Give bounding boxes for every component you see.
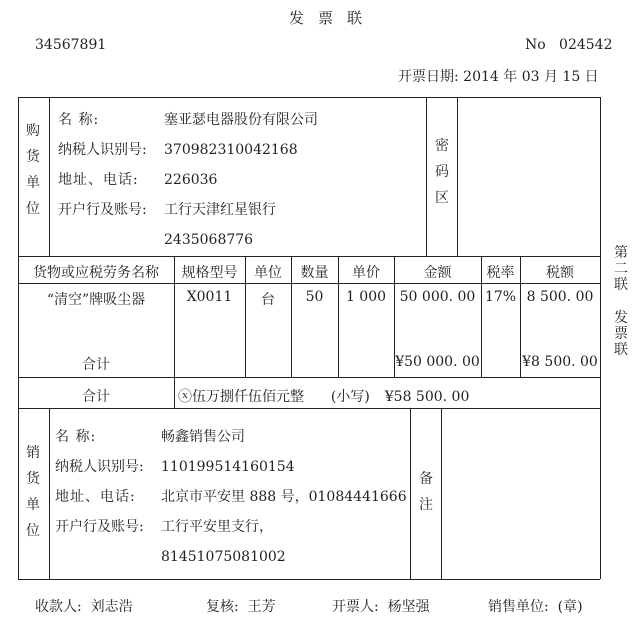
- subtotal-tax: ¥8 500. 00: [522, 354, 598, 370]
- buyer-address: 226036: [164, 172, 218, 188]
- footer-reviewer: [206, 596, 276, 616]
- footer-issuer: [332, 596, 430, 616]
- header-unit: 单位: [254, 265, 282, 281]
- buyer-info: [58, 105, 318, 255]
- buyer-address-label: 地址、电话:: [58, 172, 139, 188]
- payee-name: 刘志浩: [90, 599, 133, 615]
- password-zone-label: 密码区: [435, 138, 449, 206]
- buyer-tax-id-label: 纳税人识别号:: [58, 142, 147, 158]
- seller-section-label: 销货单位: [26, 445, 40, 539]
- remarks-label: 备注: [419, 471, 433, 513]
- seller-name: 畅鑫销售公司: [161, 429, 245, 445]
- issuer-label: 开票人:: [332, 599, 379, 615]
- item-name: “清空”牌吸尘器: [46, 292, 146, 308]
- item-price: 1 000: [345, 289, 387, 305]
- seller-info: [55, 422, 407, 572]
- total-uppercase-row: [178, 386, 469, 406]
- seller-tax-id: 110199514160154: [161, 459, 295, 475]
- header-price: 单价: [352, 265, 380, 281]
- side-label-part1: 第二联: [614, 245, 628, 293]
- seller-name-label: 名 称:: [55, 429, 97, 445]
- invoice-code: 34567891: [35, 37, 107, 53]
- seller-account: 81451075081002: [161, 549, 286, 565]
- invoice-no-label: No: [525, 37, 546, 53]
- buyer-section-label: 购货单位: [26, 123, 40, 217]
- item-spec: X0011: [186, 289, 233, 305]
- header-spec: 规格型号: [181, 265, 238, 281]
- header-amount: 金额: [423, 265, 452, 281]
- payee-label: 收款人:: [35, 599, 82, 615]
- item-rate: 17%: [484, 289, 517, 305]
- total-uppercase: 伍万捌仟伍佰元整: [192, 389, 304, 405]
- seller-bank-label: 开户行及账号:: [55, 519, 144, 535]
- header-tax: 税额: [546, 265, 574, 281]
- buyer-account: 2435068776: [164, 232, 254, 248]
- invoice-number: [525, 37, 613, 53]
- buyer-name: 塞亚瑟电器股份有限公司: [164, 112, 318, 128]
- issue-date-value: 2014 年 03 月 15 日: [463, 69, 599, 85]
- issuer-name: 杨坚强: [387, 599, 430, 615]
- item-unit: 台: [261, 292, 275, 308]
- subtotal-label: 合计: [82, 357, 110, 373]
- seller-address: 北京市平安里 888 号，01084441666: [161, 489, 407, 505]
- reviewer-name: 王芳: [247, 599, 276, 615]
- uppercase-symbol-icon: ⓧ: [178, 389, 192, 405]
- item-tax: 8 500. 00: [526, 289, 594, 305]
- side-label-part2: 发票联: [614, 310, 628, 358]
- buyer-bank: 工行天津红星银行: [164, 202, 276, 218]
- seller-address-label: 地址、电话:: [55, 489, 136, 505]
- seller-unit-label: 销售单位:: [488, 599, 549, 615]
- item-qty: 50: [305, 289, 324, 305]
- seller-tax-id-label: 纳税人识别号:: [55, 459, 144, 475]
- buyer-name-label: 名 称:: [58, 112, 100, 128]
- seller-bank: 工行平安里支行，: [161, 519, 273, 535]
- issue-date: [398, 66, 599, 86]
- header-item-name: 货物或应税劳务名称: [33, 265, 159, 281]
- invoice-title: 发票联: [289, 9, 377, 27]
- seller-stamp: (章): [557, 599, 583, 615]
- footer-payee: [35, 596, 133, 616]
- footer-seller-unit: [488, 596, 583, 616]
- item-amount: 50 000. 00: [399, 289, 476, 305]
- buyer-bank-label: 开户行及账号:: [58, 202, 147, 218]
- header-qty: 数量: [300, 265, 329, 281]
- buyer-tax-id: 370982310042168: [164, 142, 298, 158]
- total-lowercase-label: (小写): [330, 389, 370, 405]
- issue-date-label: 开票日期:: [398, 69, 459, 85]
- header-rate: 税率: [486, 265, 515, 281]
- total-lowercase: ¥58 500. 00: [384, 389, 470, 405]
- total-label: 合计: [82, 389, 110, 405]
- invoice-no-value: 024542: [559, 37, 613, 53]
- subtotal-amount: ¥50 000. 00: [395, 354, 480, 370]
- reviewer-label: 复核:: [206, 599, 239, 615]
